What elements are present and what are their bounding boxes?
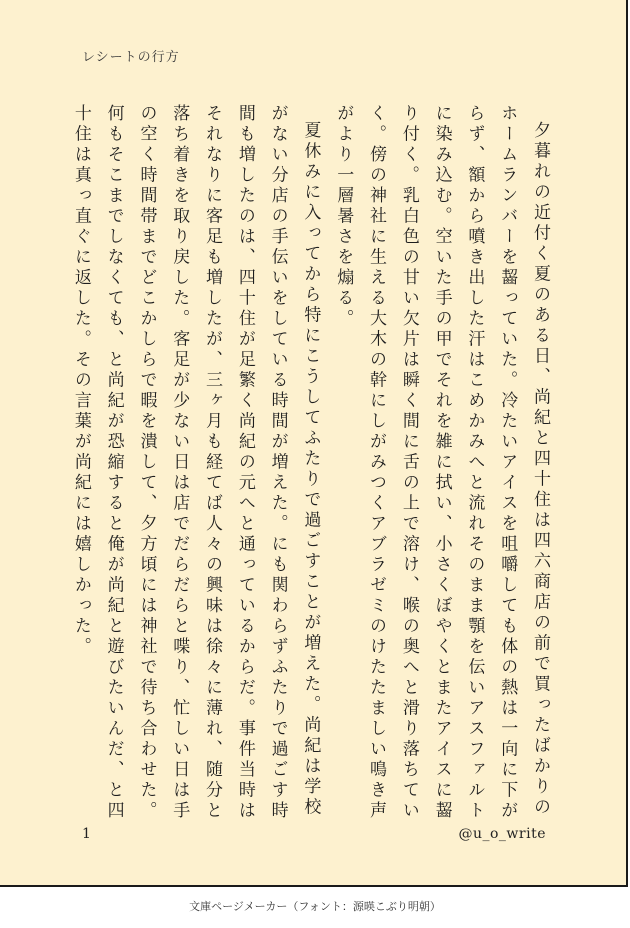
paragraph-2: 夏休みに入ってから特にこうしてふたりで過ごすことが増えた。尚紀は学校がない分店の手伝いをしている時間が増えた。にも関わらずふたりで過ごす時間も増したのは、四十住が足繁く尚紀の元へと通っているからだ。事件当時はそれなりに客足も増したが、三ヶ月も経てば人々の興味は徐々に薄れ、随分と落ち着きを取り戻した。客足が少ない日は店でだらだらと喋り、忙しい日は手の空く時間帯までどこかしらで暇を潰して、夕方頃には神社で待ち合わせた。何もそこまでしなくても、と尚紀が恐縮すると俺が尚紀と遊びたいんだ、と四十住は真っ直ぐに返した。その言葉が尚紀には嬉しかった。	[70, 104, 321, 822]
body-text	[64, 104, 556, 824]
page-number: 1	[82, 826, 91, 842]
paragraph-1: 夕暮れの近付く夏のある日、尚紀と四十住は四六商店の前で買ったばかりのホームランバーを齧っていた。冷たいアイスを咀嚼しても体の熱は一向に下がらず、額から噴き出した汗はこめかみへと流れそのまま顎を伝いアスファルトに染み込む。空いた手の甲でそれを雑に拭い、小さくぼやくとまたアイスに齧り付く。乳白色の甘い欠片は瞬く間に舌の上で溶け、喉の奥へと滑り落ちていく。傍の神社に生える大木の幹にしがみつくアブラゼミのけたたましい鳴き声がより一層暑さを煽る。	[333, 104, 550, 822]
generator-credit: 文庫ページメーカー（フォント：源暎こぶり明朝）	[189, 900, 441, 913]
author-handle: @u_o_write	[458, 826, 546, 842]
book-title: レシートの行方	[82, 50, 180, 65]
